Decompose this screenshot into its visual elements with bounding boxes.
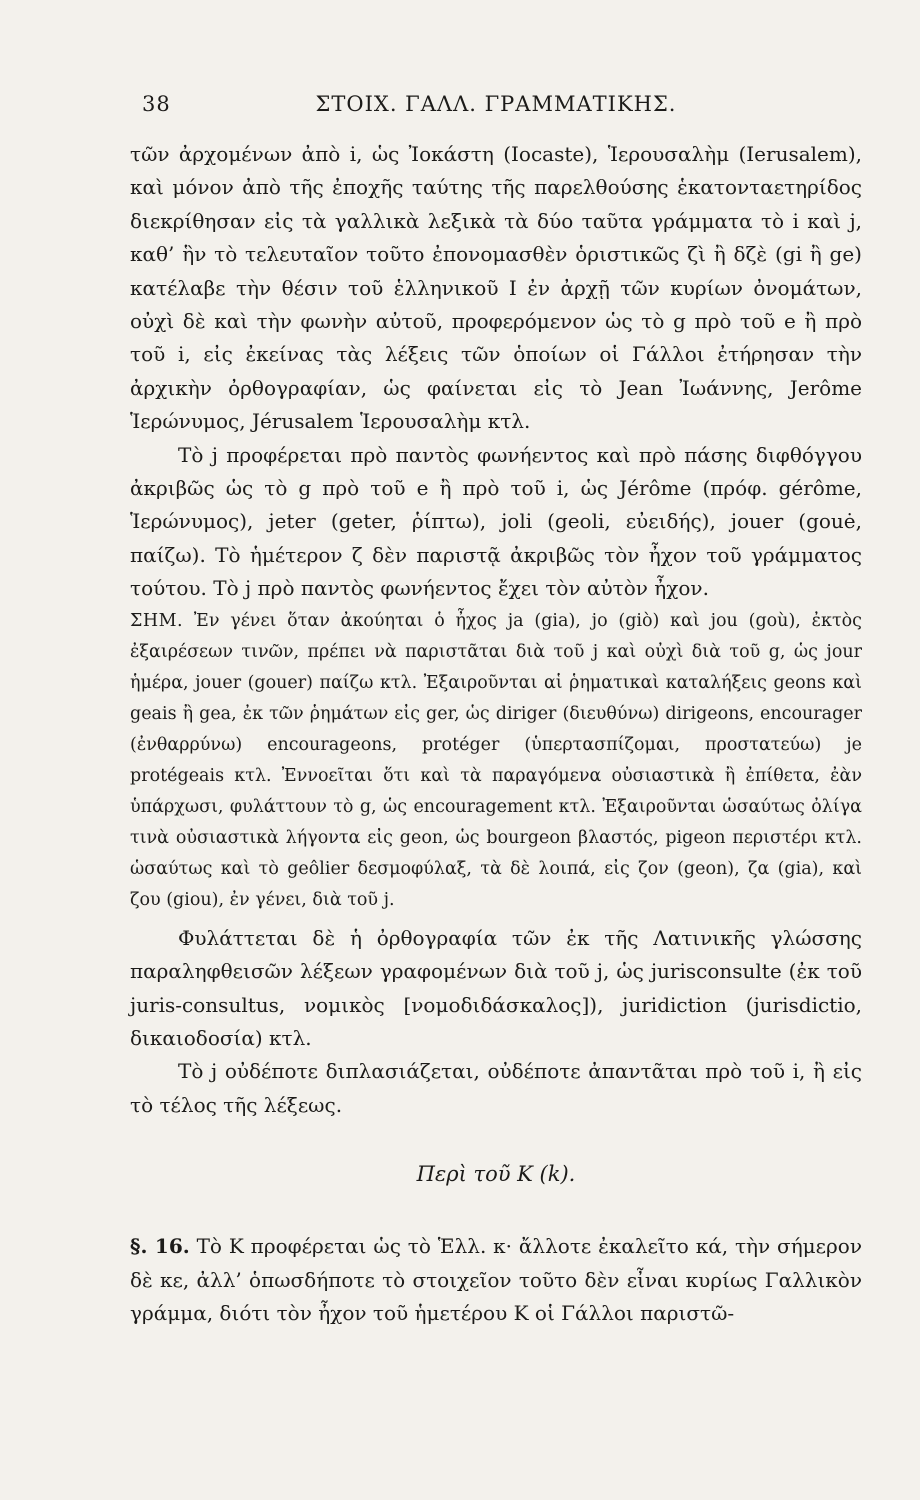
section-paragraph: [130, 1230, 862, 1330]
page-number: 38: [142, 92, 171, 116]
paragraph-4: Τὸ j οὐδέποτε διπλασιάζεται, οὐδέποτε ἀπαντᾶται πρὸ τοῦ i, ἢ εἰς τὸ τέλος τῆς λέξεως.: [130, 1059, 862, 1117]
note: [130, 606, 862, 916]
page-header: [130, 92, 862, 132]
note-text: Ἐν γένει ὅταν ἀκούηται ὁ ἦχος ja (gia), jo (giò) καὶ jou (goù), ἐκτὸς ἐξαιρέσεων τινῶν, πρέπει νὰ παριστᾶται διὰ τοῦ j καὶ οὐχὶ διὰ τοῦ g, ὡς jour ἡμέρα, jouer (gouer) παίζω κτλ. Ἐξαιροῦνται αἱ ῥηματικαὶ καταλήξεις geons καὶ geais ἢ gea, ἐκ τῶν ῥημάτων εἰς ger, ὡς diriger (διευθύνω) dirigeons, encourager (ἐνθαρρύνω) encourageons, protéger (ὑπερτασπίζομαι, προστατεύω) je protégeais κτλ. Ἐννοεῖται ὅτι καὶ τὰ παραγόμενα οὐσιαστικὰ ἢ ἐπίθετα, ἐὰν ὑπάρχωσι, φυλάττουν τὸ g, ὡς encouragement κτλ. Ἐξαιροῦνται ὡσαύτως ὀλίγα τινὰ οὐσιαστικὰ λήγοντα εἰς geon, ὡς bourgeon βλαστός, pigeon περιστέρι κτλ. ὡσαύτως καὶ τὸ geôlier δεσμοφύλαξ, τὰ δὲ λοιπά, εἰς ζον (geon), ζα (gia), καὶ ζου (giou), ἐν γένει, διὰ τοῦ j.: [130, 610, 862, 910]
paragraph-3: Φυλάττεται δὲ ἡ ὀρθογραφία τῶν ἐκ τῆς Λατινικῆς γλώσσης παραληφθεισῶν λέξεων γραφομένων διὰ τοῦ j, ὡς jurisconsulte (ἐκ τοῦ juris-consultus, νομικὸς [νομοδιδάσκαλος]), juridiction (jurisdictio, δικαιοδοσία) κτλ.: [130, 925, 862, 1050]
main-text-continued: [130, 922, 862, 1122]
paragraph-1: τῶν ἀρχομένων ἀπὸ i, ὡς Ἰοκάστη (Iocaste), Ἱερουσαλὴμ (Ierusalem), καὶ μόνον ἀπὸ τῆς ἐποχῆς ταύτης τῆς παρελθούσης ἑκατονταετηρίδος διεκρίθησαν εἰς τὰ γαλλικὰ λεξικὰ τὰ δύο ταῦτα γράμματα τὸ i καὶ j, καθ’ ἣν τὸ τελευταῖον τοῦτο ἐπονομασθὲν ὁριστικῶς ζὶ ἢ δζὲ (gi ἢ ge) κατέλαβε τὴν θέσιν τοῦ ἑλληνικοῦ I ἐν ἀρχῇ τῶν κυρίων ὀνομάτων, οὐχὶ δὲ καὶ τὴν φωνὴν αὐτοῦ, προφερόμενον ὡς τὸ g πρὸ τοῦ e ἢ πρὸ τοῦ i, εἰς ἐκείνας τὰς λέξεις τῶν ὁποίων οἱ Γάλλοι ἐτήρησαν τὴν ἀρχικὴν ὀρθογραφίαν, ὡς φαίνεται εἰς τὸ Jean Ἰωάννης, Jerôme Ἱερώνυμος, Jérusalem Ἱερουσαλὴμ κτλ.: [130, 142, 862, 434]
section-number: §. 16.: [130, 1234, 190, 1259]
running-title: ΣΤΟΙΧ. ΓΑΛΛ. ΓΡΑΜΜΑΤΙΚΗΣ.: [315, 92, 677, 116]
paragraph-2: Τὸ j προφέρεται πρὸ παντὸς φωνήεντος καὶ πρὸ πάσης διφθόγγου ἀκριβῶς ὡς τὸ g πρὸ τοῦ e ἢ πρὸ τοῦ i, ὡς Jérôme (πρόφ. gérôme, Ἱερώνυμος), jeter (geter, ῥίπτω), joli (geoli, εὐειδής), jouer (gouė, παίζω). Τὸ ἡμέτερον ζ δὲν παριστᾷ ἀκριβῶς τὸν ἦχον τοῦ γράμματος τούτου. Τὸ j πρὸ παντὸς φωνήεντος ἔχει τὸν αὐτὸν ἦχον.: [130, 442, 862, 601]
main-text: [130, 138, 862, 606]
note-label: ΣΗΜ.: [130, 610, 184, 631]
section-text: Τὸ Κ προφέρεται ὡς τὸ Ἑλλ. κ· ἄλλοτε ἐκαλεῖτο κά, τὴν σήμερον δὲ κε, ἀλλ’ ὁπωσδήποτε τὸ στοιχεῖον τοῦτο δὲν εἶναι κυρίως Γαλλικὸν γράμμα, διότι τὸν ἦχον τοῦ ἡμετέρου Κ οἱ Γάλλοι παριστῶ-: [130, 1234, 862, 1325]
section-heading: Περὶ τοῦ Κ (k).: [416, 1162, 576, 1187]
